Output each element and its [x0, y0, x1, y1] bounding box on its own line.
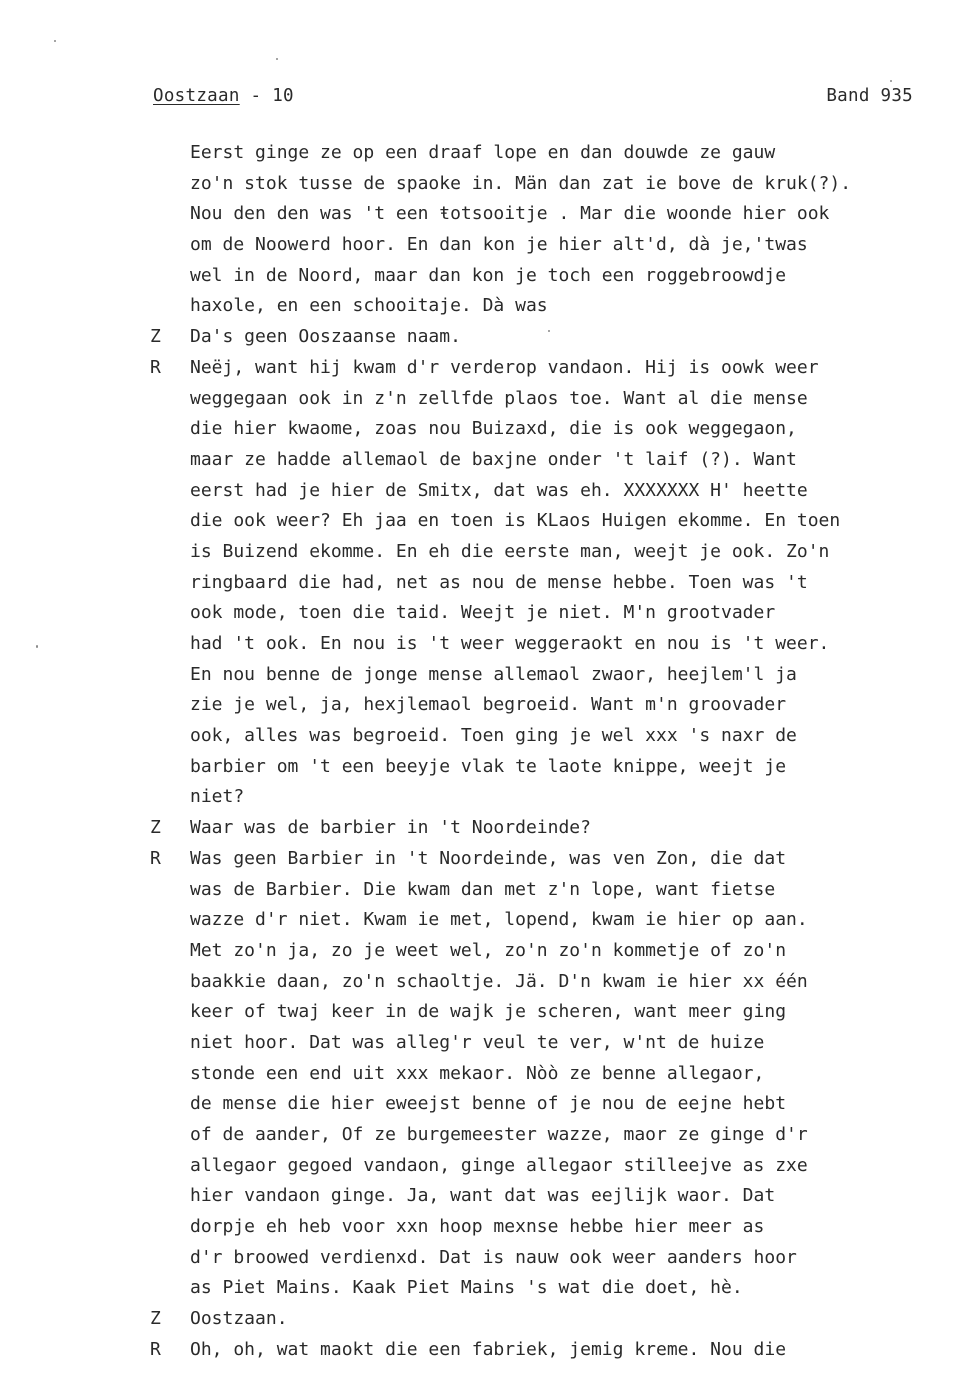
line-text: was de Barbier. Die kwam dan met z'n lope, want fietse: [190, 878, 776, 900]
line-text: baakkie daan, zo'n schaoltje. Jä. D'n kwam ie hier xx één: [190, 970, 808, 992]
transcript-line: [150, 967, 950, 998]
transcript-line: [150, 568, 950, 599]
transcript-line: [150, 1273, 950, 1304]
transcript-line: [150, 445, 950, 476]
transcript-line: [150, 1181, 950, 1212]
transcript-line: [150, 199, 950, 230]
speaker-label: R: [150, 847, 161, 869]
line-text: hier vandaon ginge. Ja, want dat was eejlijk waor. Dat: [190, 1185, 776, 1207]
scan-speck: [36, 645, 38, 648]
line-text: de mense die hier eweejst benne of je nou de eejne hebt: [190, 1093, 787, 1115]
transcript-line: [150, 261, 950, 292]
transcript-line: [150, 721, 950, 752]
transcript-line: [150, 414, 950, 445]
scan-speck: [276, 58, 278, 60]
scan-speck: [548, 330, 550, 332]
line-text: dorpje eh heb voor xxn hoop mexnse hebbe hier meer as: [190, 1216, 765, 1238]
line-text: as Piet Mains. Kaak Piet Mains 's wat die doet, hè.: [190, 1277, 743, 1299]
transcript-line: [150, 1335, 950, 1366]
line-text: En nou benne de jonge mense allemaol zwaor, heejlem'l ja: [190, 663, 797, 685]
transcript-line: [150, 384, 950, 415]
line-text: is Buizend ekomme. En eh die eerste man, weejt je ook. Zo'n: [190, 540, 830, 562]
transcript-line: [150, 782, 950, 813]
line-text: ringbaard die had, net as nou de mense hebbe. Toen was 't: [190, 571, 808, 593]
line-text: wel in de Noord, maar dan kon je toch een roggebroowdje: [190, 264, 787, 286]
scan-speck: [54, 40, 56, 42]
transcript-line: [150, 138, 950, 169]
line-text: allegaor gegoed vandaon, ginge allegaor stilleejve as zxe: [190, 1154, 808, 1176]
line-text: zie je wel, ja, hexjlemaol begroeid. Want m'n groovader: [190, 694, 787, 716]
transcript-line: [150, 844, 950, 875]
line-text: Was geen Barbier in 't Noordeinde, was ven Zon, die dat: [190, 847, 787, 869]
transcript-line: [150, 1151, 950, 1182]
line-text: om de Noowerd hoor. En dan kon je hier alt'd, dà je,'twas: [190, 234, 808, 256]
transcript-line: [150, 537, 950, 568]
transcript-line: [150, 598, 950, 629]
page-header: [153, 86, 913, 110]
transcript-line: [150, 629, 950, 660]
line-text: Neëj, want hij kwam d'r verderop vandaon. Hij is oowk weer: [190, 356, 819, 378]
speaker-label: R: [150, 1338, 161, 1360]
transcript-line: [150, 353, 950, 384]
line-text: had 't ook. En nou is 't weer weggeraokt en nou is 't weer.: [190, 633, 830, 654]
line-text: weggegaan ook in z'n zellfde plaos toe. Want al die mense: [190, 387, 808, 409]
line-text: of de aander, Of ze burgemeester wazze, maor ze ginge d'r: [190, 1124, 808, 1145]
transcript-body: [150, 138, 950, 1366]
header-band: Band 935: [826, 86, 913, 106]
line-text: Waar was de barbier in 't Noordeinde?: [190, 817, 591, 839]
transcript-line: [150, 1120, 950, 1151]
transcript-line: [150, 1304, 950, 1335]
transcript-line: [150, 875, 950, 906]
line-text: Oh, oh, wat maokt die een fabriek, jemig kreme. Nou die: [190, 1338, 787, 1360]
line-text: Eerst ginge ze op een draaf lope en dan douwde ze gauw: [190, 142, 776, 163]
header-page-number: - 10: [239, 86, 294, 106]
transcript-line: [150, 506, 950, 537]
transcript-line: [150, 813, 950, 844]
line-text: niet hoor. Dat was alleg'r veul te ver, w'nt de huize: [190, 1031, 765, 1053]
scan-speck: [890, 80, 892, 82]
transcript-line: [150, 322, 950, 353]
line-text: die hier kwaome, zoas nou Buizaxd, die is ook weggegaon,: [190, 418, 797, 440]
line-text: d'r broowed verdienxd. Dat is nauw ook weer aanders hoor: [190, 1246, 797, 1268]
transcript-line: [150, 169, 950, 200]
line-text: niet?: [190, 786, 245, 808]
speaker-label: Z: [150, 1308, 161, 1330]
line-text: eerst had je hier de Smitx, dat was eh. XXXXXXX H' heette: [190, 479, 808, 501]
speaker-label: Z: [150, 326, 161, 348]
transcript-line: [150, 1212, 950, 1243]
transcript-line: [150, 936, 950, 967]
transcript-line: [150, 1243, 950, 1274]
line-text: Da's geen Ooszaanse naam.: [190, 326, 461, 348]
transcript-line: [150, 291, 950, 322]
line-text: Oostzaan.: [190, 1308, 288, 1330]
transcript-line: [150, 752, 950, 783]
transcript-line: [150, 997, 950, 1028]
transcript-line: [150, 905, 950, 936]
transcript-line: [150, 1028, 950, 1059]
transcript-line: [150, 230, 950, 261]
header-place: Oostzaan: [153, 86, 240, 106]
line-text: die ook weer? Eh jaa en toen is KLaos Huigen ekomme. En toen: [190, 510, 841, 532]
line-text: zo'n stok tusse de spaoke in. Män dan zat ie bove de kruk(?).: [190, 172, 852, 194]
line-text: Met zo'n ja, zo je weet wel, zo'n zo'n kommetje of zo'n: [190, 939, 787, 961]
line-text: maar ze hadde allemaol de baxjne onder 't laif (?). Want: [190, 448, 797, 470]
header-place-page: [153, 86, 294, 106]
transcript-line: [150, 1059, 950, 1090]
line-text: stonde een end uit xxx mekaor. Nòò ze benne allegaor,: [190, 1062, 765, 1084]
speaker-label: Z: [150, 817, 161, 839]
line-text: ook, alles was begroeid. Toen ging je wel xxx 's naxr de: [190, 725, 797, 747]
line-text: barbier om 't een beeyje vlak te laote knippe, weejt je: [190, 755, 787, 777]
line-text: ook mode, toen die taid. Weejt je niet. M'n grootvader: [190, 602, 776, 624]
transcript-line: [150, 1089, 950, 1120]
transcript-line: [150, 690, 950, 721]
speaker-label: R: [150, 356, 161, 378]
line-text: keer of twaj keer in de wajk je scheren, want meer ging: [190, 1001, 787, 1023]
transcript-line: [150, 476, 950, 507]
line-text: wazze d'r niet. Kwam ie met, lopend, kwam ie hier op aan.: [190, 909, 808, 931]
line-text: haxole, en een schooitaje. Dà was: [190, 295, 548, 317]
line-text: Nou den den was 't een ŧotsooitje . Mar die woonde hier ook: [190, 203, 830, 225]
transcript-line: [150, 660, 950, 691]
